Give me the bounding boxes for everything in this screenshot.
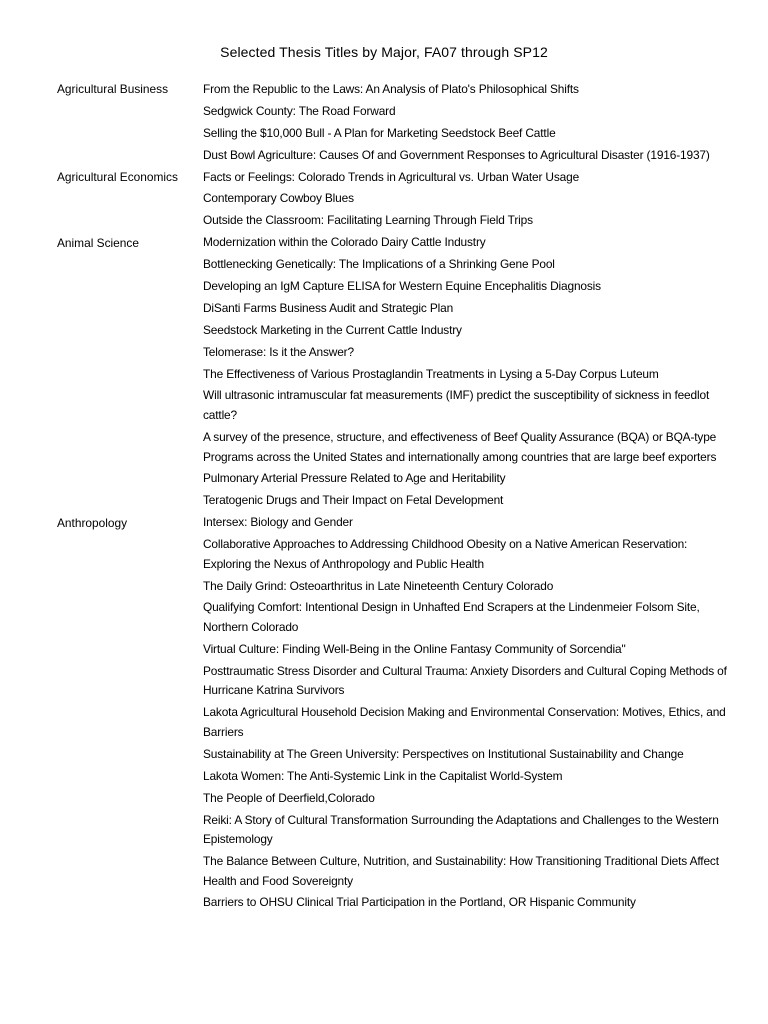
thesis-title: Telomerase: Is it the Answer? [203, 344, 354, 359]
thesis-title: Posttraumatic Stress Disorder and Cultural Trauma: Anxiety Disorders and Cultural Coping Methods of Hurricane Katrina Survivors [203, 663, 727, 698]
thesis-title: Intersex: Biology and Gender [203, 515, 353, 530]
thesis-title: Seedstock Marketing in the Current Cattle Industry [203, 322, 462, 337]
thesis-title: Qualifying Comfort: Intentional Design in Unhafted End Scrapers at the Lindenmeier Folsom Site, Northern Colorado [203, 600, 700, 635]
thesis-title: From the Republic to the Laws: An Analysis of Plato's Philosophical Shifts [203, 82, 579, 96]
thesis-title: Selling the $10,000 Bull - A Plan for Marketing Seedstock Beef Cattle [203, 125, 556, 140]
thesis-title: Barriers to OHSU Clinical Trial Participation in the Portland, OR Hispanic Community [203, 895, 636, 910]
thesis-title: A survey of the presence, structure, and effectiveness of Beef Quality Assurance (BQA) or BQA-type Programs across the United States and internationally among countries that are large beef exporters [203, 429, 717, 464]
major-name: Anthropology [57, 515, 128, 530]
thesis-title: Virtual Culture: Finding Well-Being in the Online Fantasy Community of Sorcendia" [203, 641, 626, 656]
major-name: Agricultural Economics [57, 169, 178, 184]
thesis-title: The Daily Grind: Osteoarthritus in Late Nineteenth Century Colorado [203, 578, 554, 593]
thesis-title: Dust Bowl Agriculture: Causes Of and Government Responses to Agricultural Disaster (1916-1937) [203, 147, 710, 162]
thesis-titles-list [203, 232, 729, 512]
thesis-title: Reiki: A Story of Cultural Transformation Surrounding the Adaptations and Challenges to the Western Epistemology [203, 812, 719, 847]
thesis-title: Facts or Feelings: Colorado Trends in Agricultural vs. Urban Water Usage [203, 169, 580, 184]
thesis-title: Bottlenecking Genetically: The Implications of a Shrinking Gene Pool [203, 257, 555, 272]
thesis-title: The Balance Between Culture, Nutrition, and Sustainability: How Transitioning Traditional Diets Affect Health and Food Sovereignty [203, 853, 719, 888]
page-title: Selected Thesis Titles by Major, FA07 through SP12 [220, 44, 548, 60]
thesis-title: Outside the Classroom: Facilitating Learning Through Field Trips [203, 213, 533, 228]
thesis-title: Lakota Agricultural Household Decision Making and Environmental Conservation: Motives, Ethics, and Barriers [203, 705, 726, 739]
thesis-title: The Effectiveness of Various Prostaglandin Treatments in Lysing a 5-Day Corpus Luteum [203, 366, 659, 381]
thesis-title: Sedgwick County: The Road Forward [203, 103, 396, 118]
major-section [57, 232, 729, 512]
major-name: Animal Science [57, 235, 139, 250]
thesis-title: Lakota Women: The Anti-Systemic Link in the Capitalist World-System [203, 768, 563, 783]
thesis-title: DiSanti Farms Business Audit and Strategic Plan [203, 300, 454, 315]
thesis-title: Collaborative Approaches to Addressing Childhood Obesity on a Native American Reservation: Exploring the Nexus of Anthropology and Public Health [203, 537, 688, 571]
major-section [57, 79, 729, 167]
thesis-title: The People of Deerfield,Colorado [203, 790, 375, 805]
thesis-list [57, 79, 729, 914]
thesis-titles-list [203, 79, 729, 167]
thesis-title: Contemporary Cowboy Blues [203, 191, 354, 206]
major-name: Agricultural Business [57, 82, 169, 97]
thesis-title: Will ultrasonic intramuscular fat measurements (IMF) predict the susceptibility of sickness in feedlot cattle? [203, 388, 710, 423]
thesis-titles-list [203, 512, 729, 914]
thesis-title: Developing an IgM Capture ELISA for Western Equine Encephalitis Diagnosis [203, 279, 601, 294]
thesis-titles-list [203, 167, 729, 233]
thesis-title: Pulmonary Arterial Pressure Related to Age and Heritability [203, 471, 506, 486]
thesis-title: Teratogenic Drugs and Their Impact on Fetal Development [203, 493, 504, 508]
thesis-title: Modernization within the Colorado Dairy Cattle Industry [203, 235, 486, 250]
major-section [57, 167, 729, 233]
thesis-title: Sustainability at The Green University: Perspectives on Institutional Sustainability and Change [203, 746, 684, 761]
major-section [57, 512, 729, 914]
